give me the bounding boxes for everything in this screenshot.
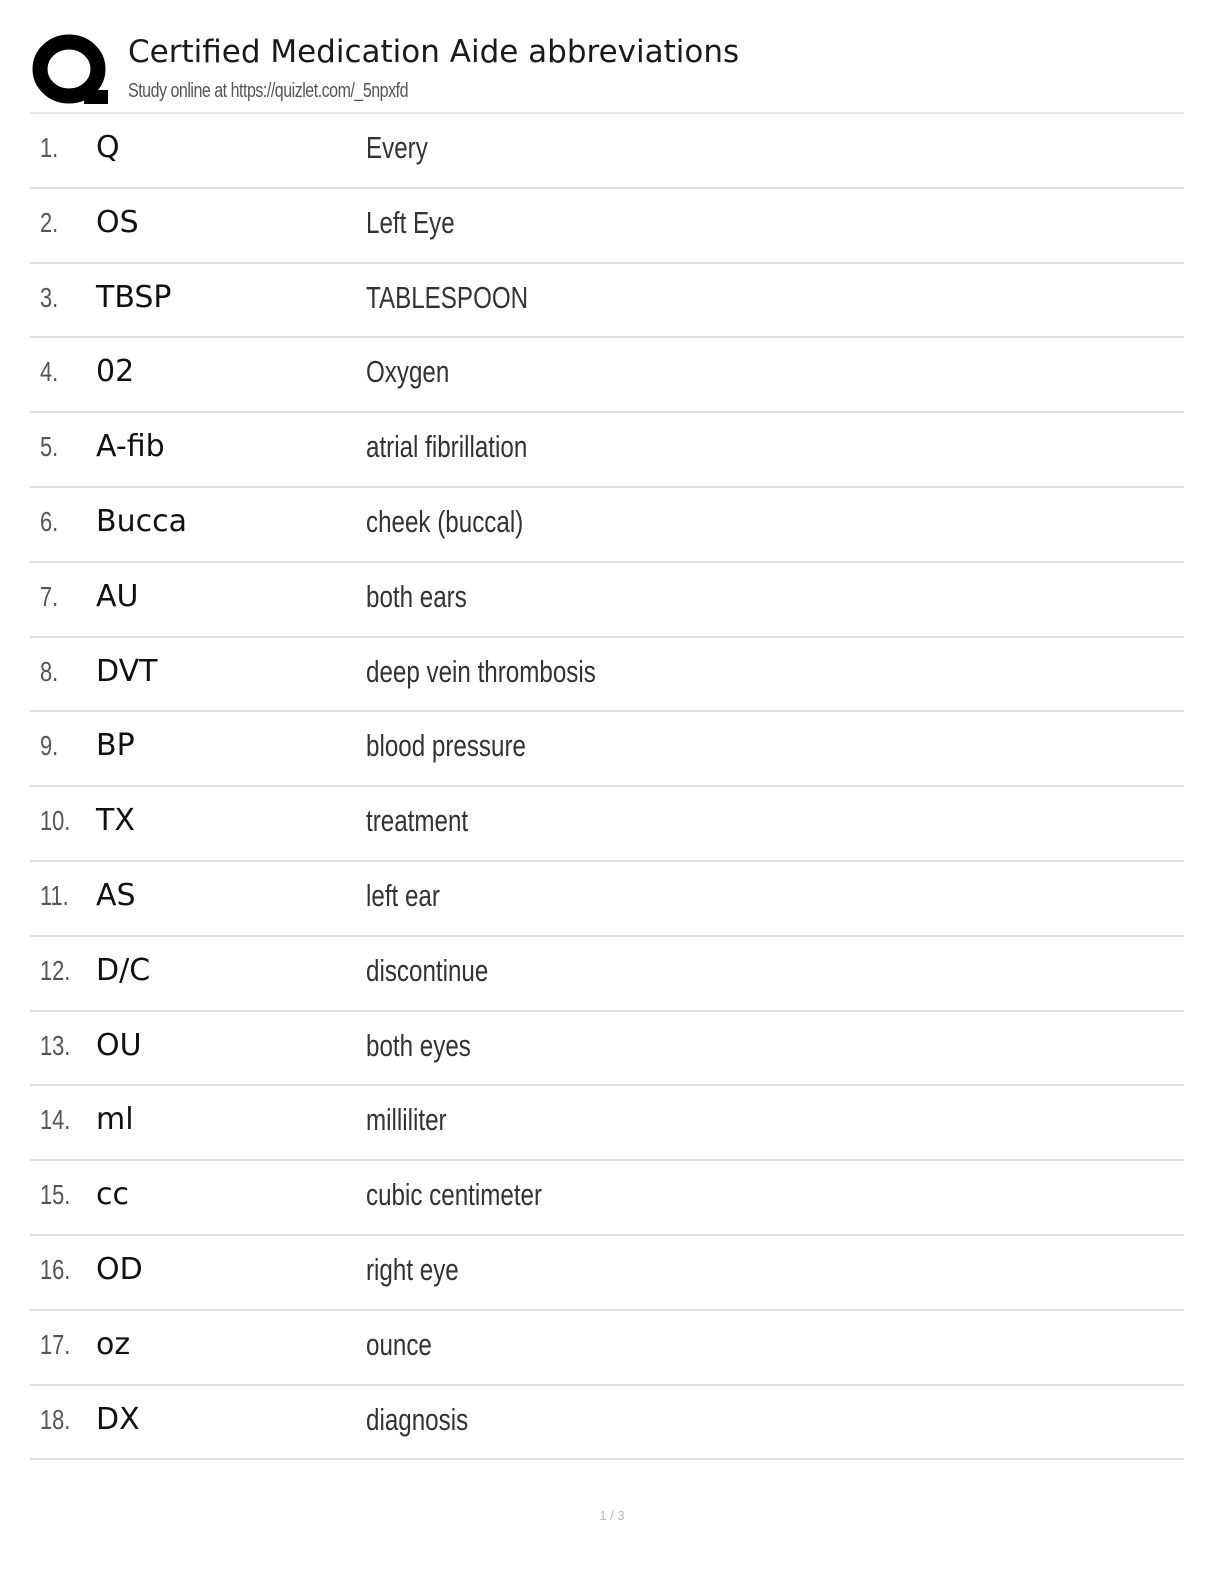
- card-term: A-fib: [96, 429, 165, 465]
- card-term: BP: [96, 728, 135, 764]
- card-number: 1.: [40, 132, 59, 163]
- card-number: 11.: [40, 879, 69, 911]
- card-number: 16.: [40, 1253, 71, 1285]
- flashcard-row: [30, 1086, 1184, 1161]
- card-definition: treatment: [366, 803, 469, 839]
- card-definition: Left Eye: [366, 204, 455, 240]
- card-term: DX: [96, 1401, 140, 1437]
- flashcard-row: [30, 1386, 1184, 1461]
- card-term: AS: [96, 877, 136, 913]
- card-term: OU: [96, 1027, 142, 1063]
- flashcard-row: [30, 189, 1184, 264]
- document-title: Certified Medication Aide abbreviations: [128, 34, 740, 70]
- card-definition: Every: [366, 130, 428, 165]
- card-definition: TABLESPOON: [366, 279, 529, 315]
- card-definition: milliliter: [366, 1102, 447, 1138]
- card-number: 8.: [40, 655, 59, 687]
- card-number: 12.: [40, 954, 71, 986]
- card-term: cc: [96, 1177, 129, 1213]
- card-number: 3.: [40, 281, 59, 313]
- page-number: 1 / 3: [599, 1508, 625, 1523]
- card-number: 7.: [40, 580, 59, 612]
- card-number: 15.: [40, 1179, 71, 1211]
- document-header: [30, 28, 1184, 114]
- card-definition: cheek (buccal): [366, 503, 524, 539]
- card-definition: cubic centimeter: [366, 1177, 543, 1213]
- flashcard-row: [30, 1161, 1184, 1236]
- flashcard-row: [30, 264, 1184, 339]
- quizlet-q-logo-icon: [32, 32, 110, 110]
- flashcard-row: [30, 114, 1184, 189]
- card-number: 2.: [40, 206, 59, 238]
- card-number: 14.: [40, 1104, 71, 1136]
- card-term: Q: [96, 130, 120, 165]
- card-number: 10.: [40, 805, 71, 837]
- card-definition: diagnosis: [366, 1401, 469, 1437]
- flashcard-row: [30, 413, 1184, 488]
- card-definition: both eyes: [366, 1027, 471, 1063]
- card-term: TBSP: [96, 279, 172, 315]
- card-definition: both ears: [366, 578, 467, 614]
- card-definition: Oxygen: [366, 354, 450, 390]
- flashcard-list: [30, 114, 1184, 1460]
- card-definition: deep vein thrombosis: [366, 653, 596, 689]
- study-online-link[interactable]: Study online at https://quizlet.com/_5npxfd: [128, 80, 408, 102]
- flashcard-row: [30, 638, 1184, 713]
- card-definition: right eye: [366, 1251, 459, 1287]
- card-term: ml: [96, 1102, 134, 1138]
- flashcard-row: [30, 488, 1184, 563]
- card-number: 4.: [40, 356, 59, 388]
- card-term: oz: [96, 1326, 131, 1362]
- card-number: 6.: [40, 505, 59, 537]
- card-term: DVT: [96, 653, 158, 689]
- flashcard-row: [30, 937, 1184, 1012]
- flashcard-row: [30, 787, 1184, 862]
- flashcard-row: [30, 338, 1184, 413]
- flashcard-row: [30, 862, 1184, 937]
- card-number: 5.: [40, 431, 59, 463]
- card-term: AU: [96, 578, 139, 614]
- card-term: OS: [96, 204, 139, 240]
- card-number: 17.: [40, 1328, 71, 1360]
- flashcard-row: [30, 1012, 1184, 1087]
- card-term: D/C: [96, 952, 151, 988]
- flashcard-row: [30, 1236, 1184, 1311]
- card-number: 18.: [40, 1403, 71, 1435]
- card-term: OD: [96, 1251, 143, 1287]
- card-definition: atrial fibrillation: [366, 429, 528, 465]
- flashcard-row: [30, 712, 1184, 787]
- card-number: 13.: [40, 1029, 71, 1061]
- flashcard-row: [30, 563, 1184, 638]
- card-definition: ounce: [366, 1326, 432, 1362]
- card-definition: left ear: [366, 877, 440, 913]
- card-term: 02: [96, 354, 135, 390]
- flashcard-row: [30, 1311, 1184, 1386]
- card-term: TX: [96, 803, 135, 839]
- card-definition: blood pressure: [366, 728, 526, 764]
- card-term: Bucca: [96, 503, 187, 539]
- card-number: 9.: [40, 730, 59, 762]
- card-definition: discontinue: [366, 952, 489, 988]
